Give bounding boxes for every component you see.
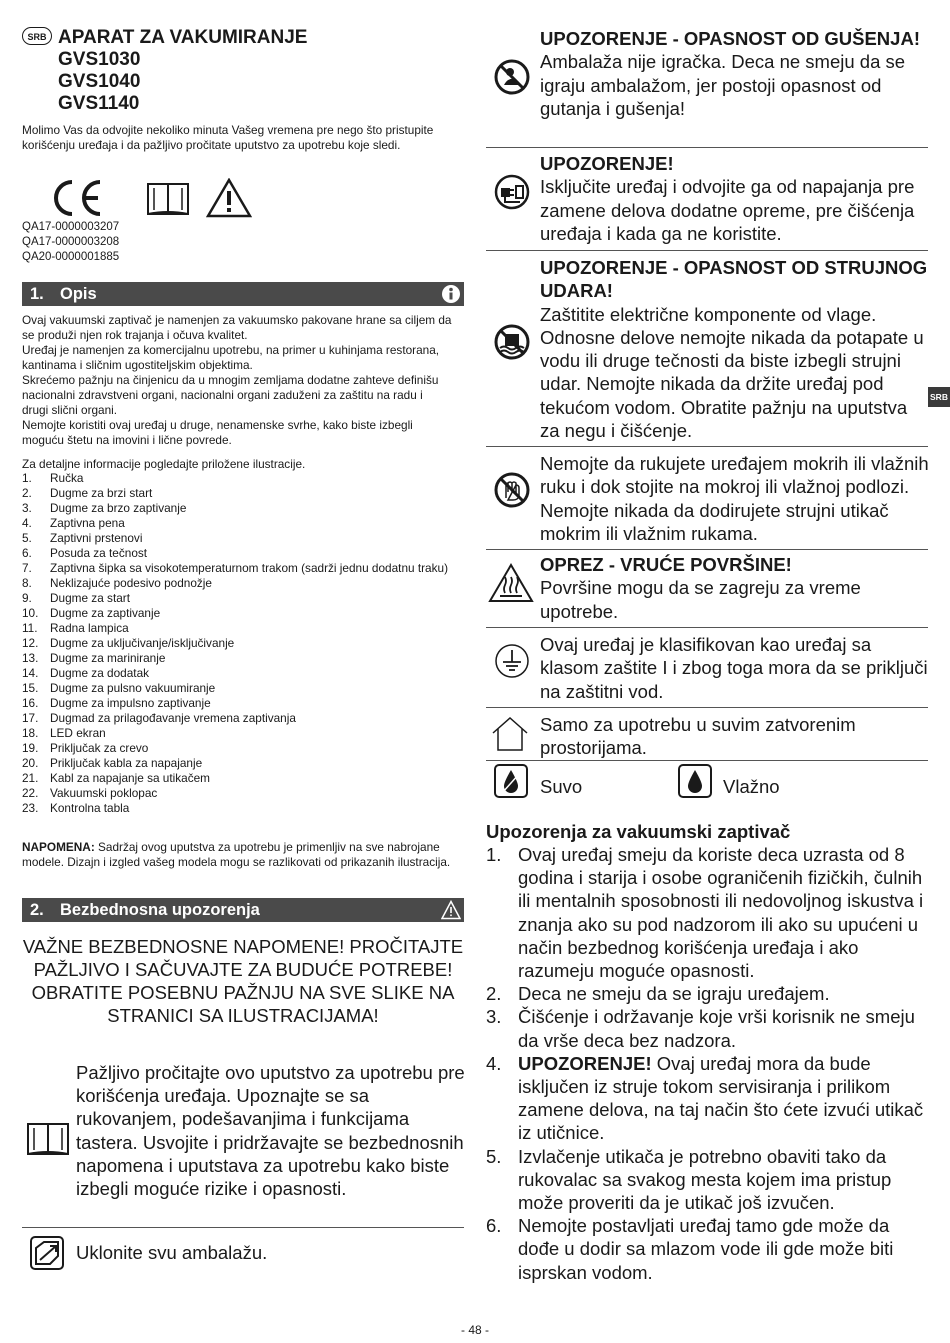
list-item-text: LED ekran: [50, 726, 106, 740]
list-item: [486, 1145, 926, 1215]
list-item: [22, 786, 452, 801]
indoor-house-icon: [490, 715, 530, 753]
warning-text: Zaštitite električne komponente od vlage. Odnosne delove nemojte nikada da potapate u vodu ili druge tečnosti da biste izbegli strujni udar. Nemojte nikada da držite uređaj pod tekućom vodom. Obratite pažnju na uputstva za negu i čišćenje.: [540, 303, 924, 442]
list-item-number: 1.: [486, 844, 502, 865]
list-item-number: 2.: [486, 983, 502, 1005]
list-item-text: Zaptivna šipka sa visokotemperaturnom trakom (sadrži jednu dodatnu traku): [50, 561, 449, 575]
list-item-text: Dugme za mariniranje: [50, 651, 166, 665]
list-item-text: Dugme za start: [50, 591, 130, 605]
list-item-number: 19.: [22, 741, 39, 755]
list-item-number: 18.: [22, 726, 39, 740]
warning-unplug: [486, 152, 928, 248]
list-item-number: 12.: [22, 636, 39, 650]
note: [22, 840, 452, 870]
section-title: Opis: [60, 285, 97, 303]
warning-heading: UPOZORENJE - OPASNOST OD STRUJNOG UDARA!: [540, 257, 928, 302]
list-item: [22, 561, 452, 576]
unplug-icon: [494, 174, 530, 210]
caution-hot-surfaces: [486, 553, 928, 625]
list-item: [22, 546, 452, 561]
list-item-text: Dugme za impulsno zaptivanje: [50, 696, 211, 710]
product-code: QA20-0000001885: [22, 251, 120, 263]
section-header-description: [22, 282, 464, 306]
list-item-number: 5.: [486, 1145, 502, 1167]
list-item-number: 9.: [22, 591, 32, 605]
list-item-number: 3.: [486, 1006, 502, 1028]
list-item-number: 1.: [22, 471, 32, 485]
read-manual-text: Pažljivo pročitajte ovo uputstvo za upotrebu pre korišćenja uređaja. Upoznajte se sa rukovanjem, podešavanjima i funkcijama tastera. Usvojite i pridržavajte se bezbednosnih napomena i uputstava za upotrebu kako biste izbegli moguće rizike i opasnosti.: [76, 1062, 465, 1200]
vacuum-sealer-warnings-list: [486, 843, 926, 1284]
warning-text: Ambalaža nije igračka. Deca ne smeju da se igraju ambalažom, jer postoji opasnost od gutanja i gušenja!: [540, 51, 906, 119]
list-item: [22, 771, 452, 786]
list-item-text: Čišćenje i održavanje koje vrši korisnik ne smeju da vrše deca bez nadzora.: [518, 1006, 915, 1051]
no-wet-hands-icon: [494, 472, 530, 508]
language-badge: SRB: [22, 27, 52, 45]
list-item-text: Dugme za brzi start: [50, 486, 153, 500]
info-icon: [441, 284, 461, 304]
list-item-number: 17.: [22, 711, 39, 725]
warning-heading: OPREZ - VRUĆE POVRŠINE!: [540, 554, 792, 575]
list-item-number: 13.: [22, 651, 39, 665]
list-item-body: [518, 1145, 926, 1215]
list-item-text: Ovaj uređaj smeju da koriste deca uzrasta od 8 godina i starija i osobe ograničenih fizičkih, čulnih ili mentalnih sposobnosti ili nedovoljnog iskustva i znanja ako su pod nadzorom ili ako su upućeni u način bezbednog korišćenja uređaja i ako razumeju moguće opasnosti.: [518, 844, 924, 982]
list-item-number: 23.: [22, 801, 39, 815]
info-text: Ovaj uređaj je klasifikovan kao uređaj sa klasom zaštite I i zbog toga mora da se priključi na zaštitni vod.: [540, 634, 928, 702]
list-item: [486, 1005, 926, 1051]
read-manual-icon: [146, 180, 190, 218]
list-item-number: 11.: [22, 621, 38, 635]
list-item-body: [518, 1005, 926, 1051]
no-water-immersion-icon: [494, 324, 530, 360]
list-item-number: 7.: [22, 561, 32, 575]
list-item-number: 3.: [22, 501, 32, 515]
language-tab: SRB: [928, 387, 950, 407]
list-item: [486, 982, 926, 1005]
description-paragraph: Nemojte koristiti ovaj uređaj u druge, nenamenske svrhe, kako biste izbegli moguću štetu na imovini i lične povrede.: [22, 418, 413, 447]
list-item: [22, 666, 452, 681]
list-item: [22, 741, 452, 756]
warning-icon: [206, 178, 252, 218]
warning-heading: UPOZORENJE - OPASNOST OD GUŠENJA!: [540, 28, 920, 49]
list-item-number: 6.: [486, 1215, 502, 1237]
note-text: Sadržaj ovog uputstva za upotrebu je primenljiv na sve nabrojane modele. Dizajn i izgled vašeg modela mogu se razlikovati od prikazanih ilustracija.: [22, 840, 451, 869]
model-number: GVS1040: [58, 71, 141, 92]
list-item: [22, 576, 452, 591]
product-title: APARAT ZA VAKUMIRANJE: [58, 27, 308, 48]
ground-icon: [494, 643, 530, 679]
list-item-text: Dugme za uključivanje/isključivanje: [50, 636, 235, 650]
list-item: [22, 501, 452, 516]
description-paragraph: Uređaj je namenjen za komercijalnu upotrebu, na primer u kuhinjama restorana, kantinama i sličnim ugostiteljskim objektima.: [22, 343, 440, 372]
product-codes: [22, 220, 119, 265]
page-number: - 48 -: [460, 1323, 489, 1337]
list-item-number: 14.: [22, 666, 39, 680]
ce-mark-icon: [48, 178, 104, 218]
no-children-icon: [494, 59, 530, 95]
list-item-text: Posuda za tečnost: [50, 546, 148, 560]
list-item-text: Deca ne smeju da se igraju uređajem.: [518, 983, 830, 1005]
warning-text: Nemojte da rukujete uređajem mokrih ili vlažnih ruku i dok stojite na mokroj ili vlažnoj podlozi. Nemojte nikada da dodirujete strujni utikač mokrim ili vlažnim rukama.: [540, 453, 929, 544]
dry-mode-icon: [494, 764, 528, 798]
list-item-number: 10.: [22, 606, 39, 620]
hot-surface-icon: [488, 563, 534, 603]
list-item: [22, 726, 452, 741]
list-item-text: Zaptivni prstenovi: [50, 531, 143, 545]
remove-packaging-icon: [30, 1236, 64, 1270]
list-item-text: Zaptivna pena: [50, 516, 125, 530]
list-item-text: Priključak za crevo: [50, 741, 149, 755]
list-item-body: [518, 1052, 926, 1145]
list-item-text: Dugme za pulsno vakuumiranje: [50, 681, 216, 695]
list-item: [22, 621, 452, 636]
list-item: [22, 756, 452, 771]
list-item-text: Ovaj uređaj mora da bude isključen iz struje tokom servisiranja i prilikom zamene delova, na taj način što ćete izvući utikač iz utičnice.: [518, 1052, 924, 1144]
list-item: [22, 606, 452, 621]
list-item-text: Kontrolna tabla: [50, 801, 130, 815]
product-code: QA17-0000003207: [22, 221, 120, 233]
list-item-body: [518, 982, 830, 1005]
intro-text: Molimo Vas da odvojite nekoliko minuta Vašeg vremena pre nego što pristupite korišćenju uređaja i da pažljivo pročitate uputstvo za upotrebu koje sledi.: [22, 123, 434, 152]
list-item-number: 5.: [22, 531, 32, 545]
warning-text: Površine mogu da se zagreju za vreme upotrebe.: [540, 577, 861, 622]
product-code: QA17-0000003208: [22, 236, 120, 248]
list-item-number: 4.: [486, 1052, 502, 1074]
list-item: [22, 696, 452, 711]
list-item: [22, 531, 452, 546]
vacuum-sealer-warnings-title: Upozorenja za vakuumski zaptivač: [486, 821, 791, 842]
protection-class-info: [486, 633, 928, 705]
list-item-text: Dugmad za prilagođavanje vremena zaptivanja: [50, 711, 296, 725]
list-item: [22, 591, 452, 606]
warning-icon: [441, 900, 461, 920]
description: [22, 313, 452, 448]
remove-packaging-text: Uklonite svu ambalažu.: [76, 1242, 268, 1263]
model-number: GVS1140: [58, 93, 140, 114]
moist-mode-icon: [678, 764, 712, 798]
list-item-body: [518, 1214, 926, 1284]
note-label: NAPOMENA:: [22, 840, 95, 854]
dry-label: Suvo: [540, 776, 583, 797]
parts-intro: Za detaljne informacije pogledajte priložene ilustracije.: [22, 457, 306, 471]
list-item-text: Dugme za dodatak: [50, 666, 150, 680]
section-number: 2.: [30, 901, 44, 919]
read-manual-icon: [26, 1120, 70, 1158]
list-item-text: Izvlačenje utikača je potrebno obaviti tako da rukovalac sa svakog mesta kojem ima pristup može proveriti da je utikač još izvučen.: [518, 1145, 892, 1214]
list-item: [486, 1214, 926, 1284]
list-item: [22, 516, 452, 531]
list-item-number: 21.: [22, 771, 39, 785]
list-item-body: [518, 843, 926, 982]
list-item-text: Priključak kabla za napajanje: [50, 756, 203, 770]
list-item-number: 22.: [22, 786, 39, 800]
list-item-number: 6.: [22, 546, 32, 560]
description-paragraph: Skrećemo pažnju na činjenicu da u mnogim zemljama dodatne zahteve definišu nacionalni zdravstveni organi, nacionalni organi zaduženi za zaštitu na radu i drugi slični organi.: [22, 373, 439, 417]
section-number: 1.: [30, 285, 44, 303]
list-item: [22, 636, 452, 651]
list-item: [486, 1052, 926, 1145]
list-item: [22, 711, 452, 726]
list-item-text: Ručka: [50, 471, 84, 485]
warning-wet-hands: [486, 452, 928, 548]
list-item: [22, 486, 452, 501]
list-item-text: Kabl za napajanje sa utikačem: [50, 771, 211, 785]
list-item-text: Nemojte postavljati uređaj tamo gde može da dođe u dodir sa mlazom vode ili gde može biti isprskan vodom.: [518, 1215, 894, 1283]
info-text: Samo za upotrebu u suvim zatvorenim prostorijama.: [540, 714, 856, 759]
moist-label: Vlažno: [723, 776, 780, 797]
list-item-text: Dugme za brzo zaptivanje: [50, 501, 187, 515]
list-item-number: 8.: [22, 576, 32, 590]
warning-text: Isključite uređaj i odvojite ga od napajanja pre zamene delova dodatne opreme, pre čišćenja uređaja i kada ga ne koristite.: [540, 176, 915, 244]
list-item: [22, 651, 452, 666]
list-item-text: Vakuumski poklopac: [50, 786, 158, 800]
list-item-text: Dugme za zaptivanje: [50, 606, 161, 620]
list-item-text: Neklizajuće podesivo podnožje: [50, 576, 212, 590]
important-notice: VAŽNE BEZBEDNOSNE NAPOMENE! PROČITAJTE PAŽLJIVO I SAČUVAJTE ZA BUDUĆE POTREBE! OBRATITE POSEBNU PAŽNJU NA SVE SLIKE NA STRANICI SA ILUSTRACIJAMA!: [22, 936, 464, 1026]
description-paragraph: Ovaj vakuumski zaptivač je namenjen za vakuumsko pakovane hrane sa ciljem da se produži njen rok trajanja i očuva kvalitet.: [22, 313, 452, 342]
list-item-emphasis: UPOZORENJE!: [518, 1052, 652, 1074]
parts-list: [22, 471, 452, 816]
list-item-text: Radna lampica: [50, 621, 129, 635]
list-item-number: 15.: [22, 681, 39, 695]
warning-electric-shock: [486, 256, 928, 444]
list-item: [22, 801, 452, 816]
model-number: GVS1030: [58, 49, 141, 70]
indoor-use-info: [486, 713, 928, 759]
divider: [22, 1227, 464, 1228]
warning-suffocation: [486, 27, 928, 147]
warning-heading: UPOZORENJE!: [540, 153, 674, 174]
list-item: [486, 843, 926, 982]
section-title: Bezbednosna upozorenja: [60, 901, 260, 919]
list-item: [22, 681, 452, 696]
list-item-number: 20.: [22, 756, 39, 770]
section-header-safety: [22, 898, 464, 922]
list-item-number: 4.: [22, 516, 32, 530]
list-item-number: 2.: [22, 486, 32, 500]
list-item-number: 16.: [22, 696, 39, 710]
list-item: [22, 471, 452, 486]
